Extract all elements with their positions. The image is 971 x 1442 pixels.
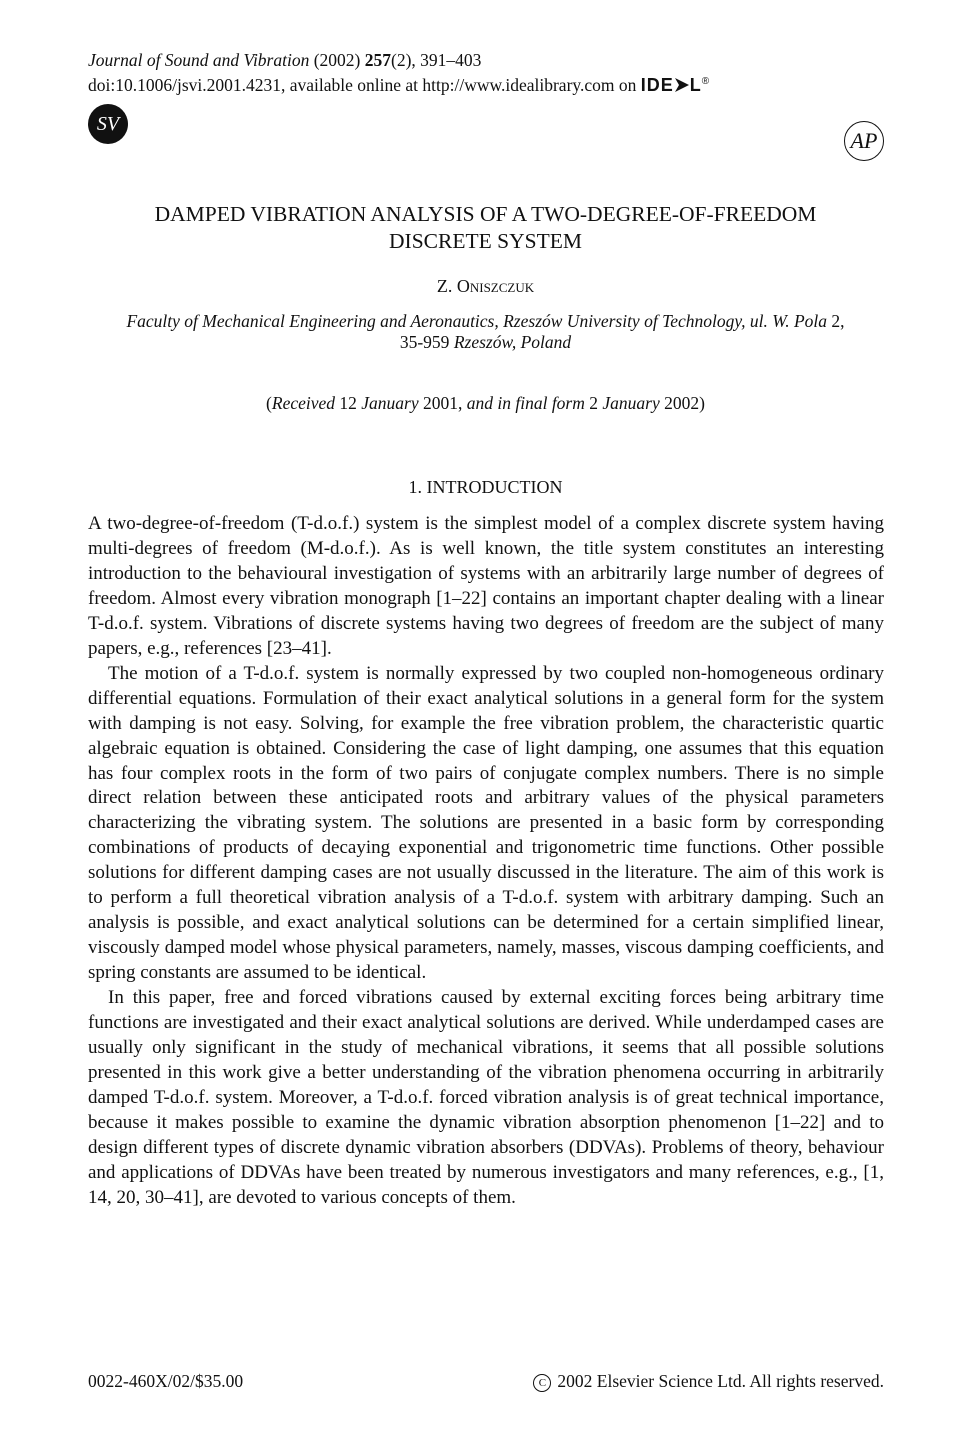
- ideal-arrow-icon: [674, 77, 690, 93]
- footer-issn-price: 0022-460X/02/$35.00: [88, 1371, 244, 1391]
- author-name: Z. Oniszczuk: [436, 276, 535, 296]
- journal-citation: [88, 50, 481, 71]
- paper-title: [60, 201, 911, 255]
- paragraph-3: In this paper, free and forced vibrations caused by external exciting forces being arbitrary time functions are investigated and their exact analytical solutions are derived. While underdamped cases are usually only significant in the study of mechanical vibrations, it seems that all possible solutions presented in this work give a better understanding of the vibration phenomena occurring in arbitrarily damped T-d.o.f. system. Moreover, a T-d.o.f. forced vibration analysis is of great technical importance, because it makes possible to examine the dynamic vibration absorption phenomenon [1–22] and to design different types of discrete dynamic vibration absorbers (DDVAs). Problems of theory, behaviour and applications of DDVAs have been treated by numerous investigators and many references, e.g., [1, 14, 20, 30–41], are devoted to various concepts of them.: [88, 987, 884, 1208]
- footer-copyright: C 2002 Elsevier Science Ltd. All rights reserved.: [533, 1371, 884, 1392]
- title-line-2: DISCRETE SYSTEM: [389, 229, 582, 253]
- paragraph-1: A two-degree-of-freedom (T-d.o.f.) system is the simplest model of a complex discrete system having multi-degrees of freedom (M-d.o.f.). As is well known, the title system constitutes an interesting introduction to the behavioural investigation of systems with an arbitrarily large number of degrees of freedom. Almost every vibration monograph [1–22] contains an important chapter dealing with a linear T-d.o.f. system. Vibrations of discrete systems having two degrees of freedom are the subject of many papers, e.g., references [23–41].: [88, 513, 884, 659]
- ideal-logo: IDE L®: [640, 75, 711, 95]
- author-affiliation: Faculty of Mechanical Engineering and Aeronautics, Rzeszów University of Technology, ul. W. Pola 2, 35-959 Rzeszów, Poland: [126, 311, 845, 352]
- ap-publisher-logo: AP: [844, 121, 884, 161]
- section-heading: 1. INTRODUCTION: [408, 477, 563, 497]
- body-text: [88, 512, 884, 1211]
- journal-name: Journal of Sound and Vibration: [88, 50, 310, 70]
- paragraph-2: The motion of a T-d.o.f. system is normally expressed by two coupled non-homogeneous ordinary differential equations. Formulation of their exact analytical solutions in a general form for the system with damping is not easy. Solving, for example the free vibration problem, the characteristic quartic algebraic equation is obtained. Considering the case of light damping, one assumes that this equation has four complex roots in the form of two pairs of conjugate complex numbers. There is no simple direct relation between these anticipated roots and arbitrary values of the physical parameters characterizing the vibrating system. The solutions are presented in a basic form by corresponding combinations of products of decaying exponential and trigonometric time functions. Other possible solutions for different damping cases are not usually discussed in the literature. The aim of this work is to perform a full theoretical vibration analysis of a T-d.o.f. system with arbitrary damping. Such an analysis is possible, and exact analytical solutions can be determined for a certain simplified linear, viscously damped model whose physical parameters, namely, masses, viscous damping coefficients, and spring constants are assumed to be identical.: [88, 662, 884, 984]
- copyright-icon: C: [533, 1374, 551, 1392]
- sv-publisher-logo: SV: [88, 104, 128, 144]
- title-line-1: DAMPED VIBRATION ANALYSIS OF A TWO-DEGREE-OF-FREEDOM: [154, 202, 817, 226]
- journal-volume: 257: [364, 50, 391, 70]
- doi-line: [88, 71, 710, 96]
- received-dates: (Received 12 January 2001, and in final form 2 January 2002): [266, 393, 705, 413]
- doi-text: doi:10.1006/jsvi.2001.4231, available online at http://www.idealibrary.com on: [88, 75, 637, 95]
- journal-year: (2002): [313, 50, 361, 70]
- journal-issue-pages: (2), 391–403: [391, 50, 482, 70]
